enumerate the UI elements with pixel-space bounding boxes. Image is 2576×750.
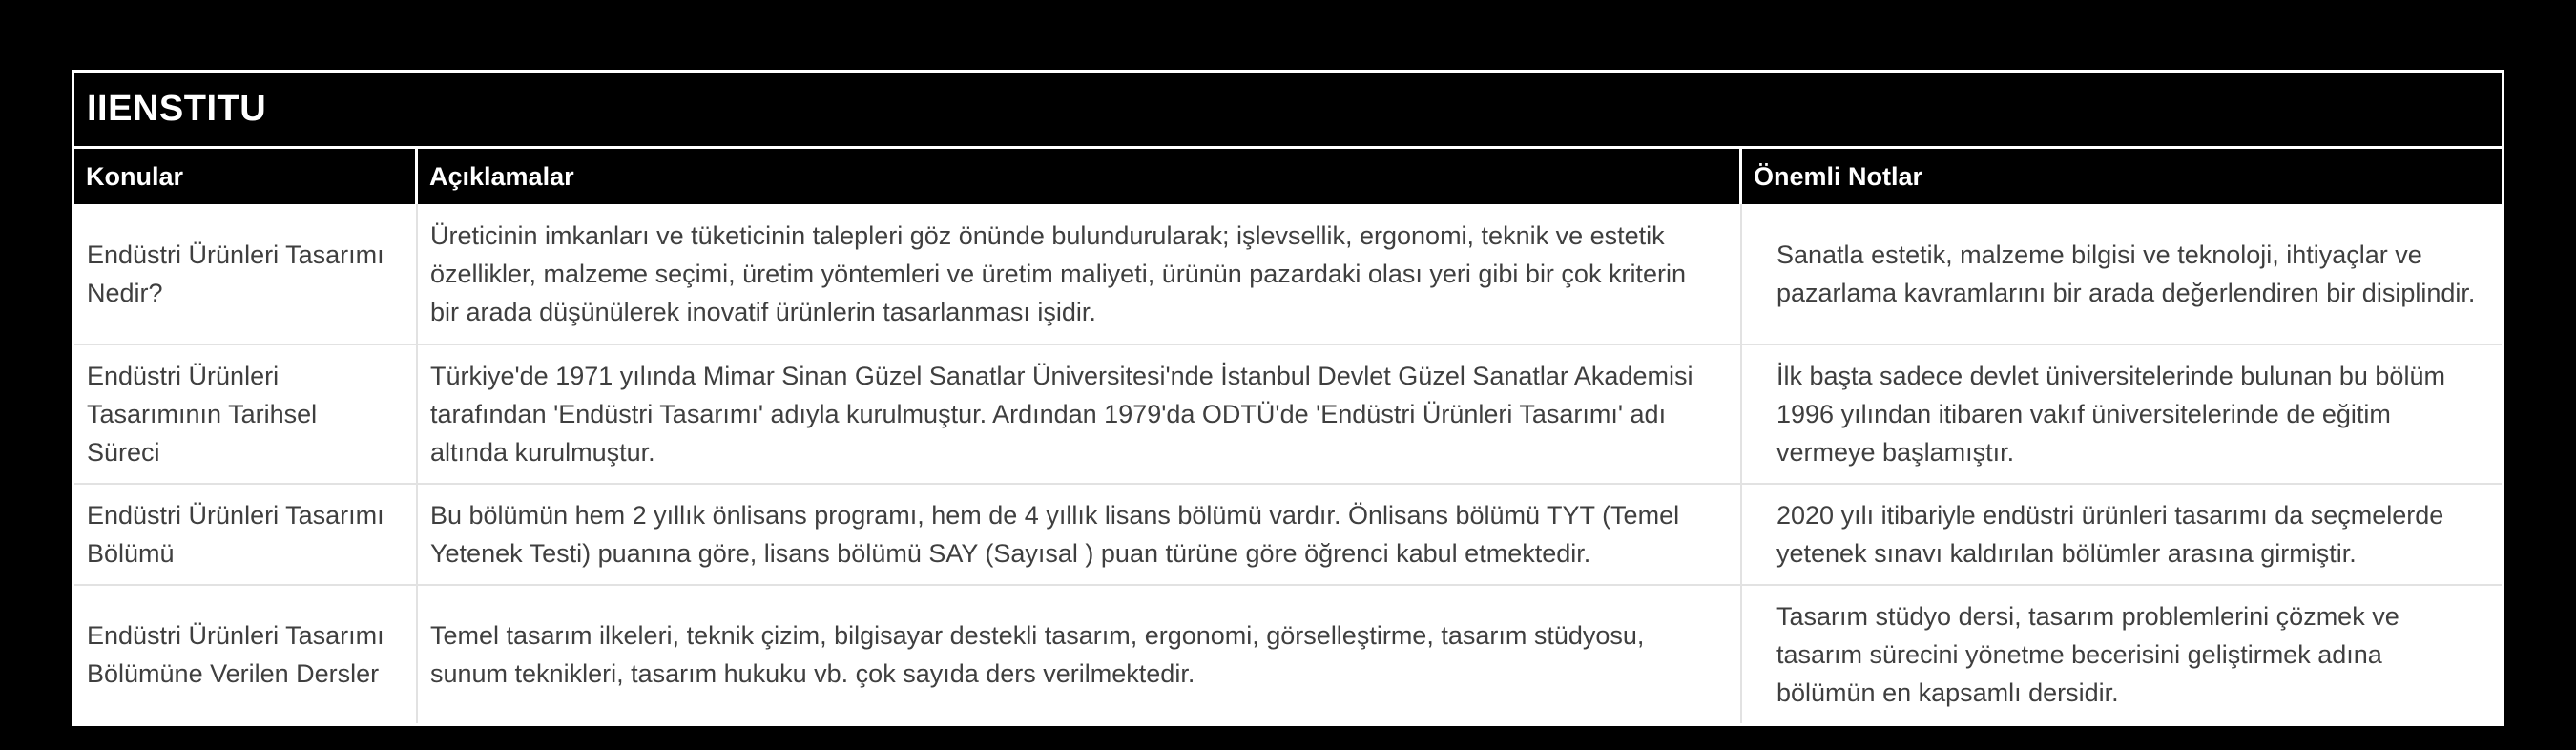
cell-note (1742, 345, 2502, 483)
table-header-row (74, 149, 2502, 204)
cell-note (1742, 485, 2502, 584)
description-text: Üreticinin imkanları ve tüketicinin talepleri göz önünde bulundurularak; işlevsellik, ergonomi, teknik ve estetik özellikler, malzeme seçimi, üretim yöntemleri ve üretim maliyeti, ürünün pazardaki olası yeri gibi bir çok kriterin bir arada düşünülerek inovatif ürünlerin tasarlanması işidir. (430, 221, 1686, 326)
topic-text: Endüstri Ürünleri Tasarımı Bölümüne Verilen Dersler (87, 621, 384, 688)
table-title-bar (74, 73, 2502, 149)
description-text: Bu bölümün hem 2 yıllık önlisans programı, hem de 4 yıllık lisans bölümü vardır. Önlisans bölümü TYT (Temel Yetenek Testi) puanına göre, lisans bölümü SAY (Sayısal ) puan türüne göre öğrenci kabul etmektedir. (430, 501, 1680, 568)
cell-description (418, 345, 1742, 483)
description-text: Temel tasarım ilkeleri, teknik çizim, bilgisayar destekli tasarım, ergonomi, görselleştirme, tasarım stüdyosu, sunum teknikleri, tasarım hukuku vb. çok sayıda ders verilmektedir. (430, 621, 1645, 688)
topic-text: Endüstri Ürünleri Tasarımı Nedir? (87, 240, 384, 307)
column-header-konular (74, 149, 418, 204)
cell-description (418, 485, 1742, 584)
note-text: Tasarım stüdyo dersi, tasarım problemlerini çözmek ve tasarım sürecini yönetme becerisini geliştirmek adına bölümün en kapsamlı dersidir. (1776, 602, 2399, 707)
column-header-label: Açıklamalar (429, 161, 574, 191)
description-text: Türkiye'de 1971 yılında Mimar Sinan Güzel Sanatlar Üniversitesi'nde İstanbul Devlet Güzel Sanatlar Akademisi tarafından 'Endüstri Tasarımı' adıyla kurulmuştur. Ardından 1979'da ODTÜ'de 'Endüstri Ürünleri Tasarımı' adı altında kurulmuştur. (430, 362, 1693, 467)
table-row (74, 204, 2502, 345)
cell-topic (74, 204, 418, 344)
column-header-label: Konular (86, 161, 184, 191)
cell-topic (74, 345, 418, 483)
cell-description (418, 586, 1742, 723)
cell-note (1742, 204, 2502, 344)
table-row (74, 345, 2502, 485)
cell-topic (74, 485, 418, 584)
note-text: İlk başta sadece devlet üniversitelerinde bulunan bu bölüm 1996 yılından itibaren vakıf üniversitelerinde de eğitim vermeye başlamıştır. (1776, 362, 2445, 467)
table-row (74, 485, 2502, 586)
note-text: 2020 yılı itibariyle endüstri ürünleri tasarımı da seçmelerde yetenek sınavı kaldırılan bölümler arasına girmiştir. (1776, 501, 2444, 568)
cell-topic (74, 586, 418, 723)
info-table (72, 70, 2504, 726)
cell-note (1742, 586, 2502, 723)
column-header-onemli-notlar (1742, 149, 2502, 204)
note-text: Sanatla estetik, malzeme bilgisi ve teknoloji, ihtiyaçlar ve pazarlama kavramlarını bir arada değerlendiren bir disiplindir. (1776, 240, 2476, 307)
column-header-label: Önemli Notlar (1754, 161, 1923, 191)
brand-title: IIENSTITU (87, 89, 267, 129)
table-row (74, 586, 2502, 723)
cell-description (418, 204, 1742, 344)
column-header-aciklamalar (418, 149, 1742, 204)
topic-text: Endüstri Ürünleri Tasarımı Bölümü (87, 501, 384, 568)
topic-text: Endüstri Ürünleri Tasarımının Tarihsel Süreci (87, 362, 318, 467)
